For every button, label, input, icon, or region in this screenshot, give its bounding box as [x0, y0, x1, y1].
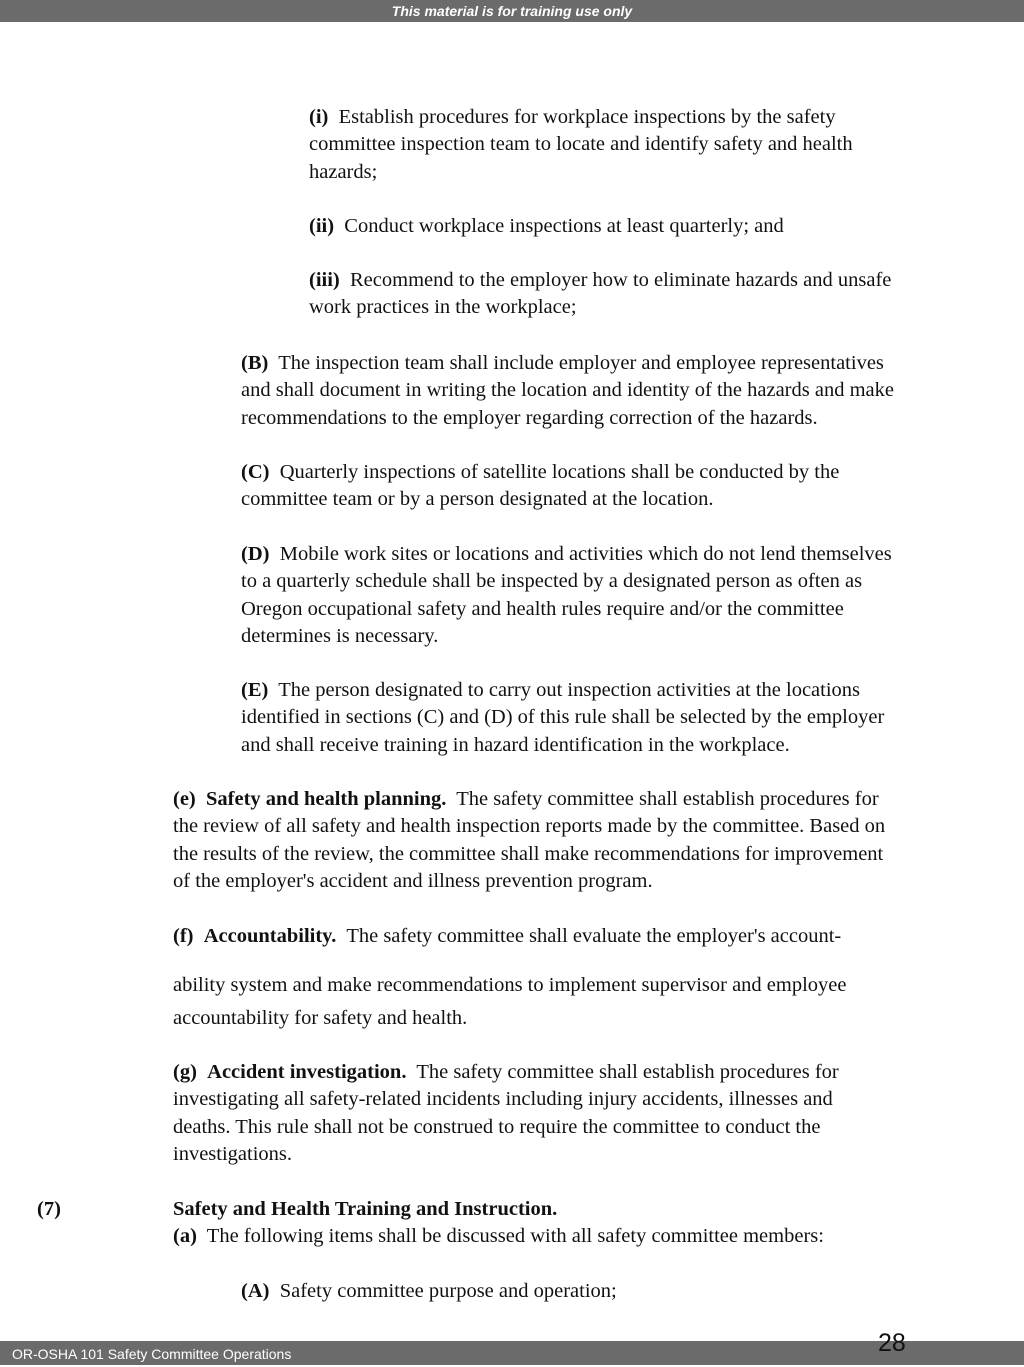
- section-number: (7): [37, 1198, 61, 1220]
- item-label: (f): [173, 925, 194, 947]
- item-text: the review of all safety and health inspection reports made by the committee. Based on: [173, 815, 886, 838]
- item-D: [241, 541, 892, 650]
- item-text: Quarterly inspections of satellite locations shall be conducted by the: [279, 461, 840, 483]
- footer-label: OR-OSHA 101 Safety Committee Operations: [12, 1346, 292, 1362]
- item-text: The safety committee shall evaluate the employer's account-: [346, 925, 842, 947]
- item-text: and shall document in writing the location and identity of the hazards and make: [241, 379, 894, 402]
- item-label: (ii): [309, 215, 335, 237]
- item-text: Mobile work sites or locations and activities which do not lend themselves: [279, 543, 892, 565]
- item-text: committee team or by a person designated at the location.: [241, 488, 714, 511]
- item-text: ability system and make recommendations to implement supervisor and employee: [173, 974, 847, 996]
- item-E: [241, 677, 884, 759]
- section-f-continuation: [173, 969, 847, 1035]
- item-text: accountability for safety and health.: [173, 1007, 468, 1029]
- item-text: hazards;: [309, 160, 378, 183]
- item-text: work practices in the workplace;: [309, 296, 577, 319]
- item-C: [241, 459, 839, 514]
- item-text: Conduct workplace inspections at least quarterly; and: [344, 215, 784, 237]
- item-label: (D): [241, 543, 270, 565]
- item-text: the results of the review, the committee shall make recommendations for improvement: [173, 842, 884, 865]
- item-iii: [309, 267, 891, 322]
- item-text: and shall receive training in hazard identification in the workplace.: [241, 733, 790, 756]
- item-text: The safety committee shall establish procedures for: [456, 788, 879, 810]
- item-text: of the employer's accident and illness prevention program.: [173, 869, 653, 892]
- section-e: [173, 786, 885, 895]
- item-text: determines is necessary.: [241, 624, 439, 647]
- item-i: [309, 104, 853, 186]
- item-text: deaths. This rule shall not be construed to require the committee to conduct the: [173, 1115, 821, 1138]
- item-text: Establish procedures for workplace inspections by the safety: [338, 106, 836, 128]
- footer-bar: [0, 1341, 1024, 1365]
- section-g: [173, 1059, 839, 1168]
- item-text: investigating all safety-related incidents including injury accidents, illnesses and: [173, 1088, 833, 1111]
- item-ii: [309, 213, 784, 240]
- section-heading: Safety and health planning.: [206, 788, 447, 810]
- item-label: (i): [309, 106, 329, 128]
- item-text: investigations.: [173, 1142, 293, 1165]
- section-heading: Accountability.: [203, 925, 337, 947]
- item-text: Safety committee purpose and operation;: [279, 1280, 617, 1302]
- item-label: (B): [241, 352, 269, 374]
- page-number: 28: [878, 1329, 906, 1357]
- item-a: [173, 1223, 824, 1250]
- item-text: identified in sections (C) and (D) of this rule shall be selected by the employer: [241, 706, 885, 729]
- section-f: [173, 923, 841, 950]
- item-text: The inspection team shall include employer and employee representatives: [278, 352, 884, 374]
- item-label: (A): [241, 1280, 270, 1302]
- item-text: The safety committee shall establish procedures for: [416, 1061, 839, 1083]
- item-text: Oregon occupational safety and health rules require and/or the committee: [241, 597, 844, 620]
- item-text: recommendations to the employer regarding correction of the hazards.: [241, 406, 818, 429]
- item-label: (C): [241, 461, 270, 483]
- item-A: [241, 1278, 617, 1305]
- item-label: (iii): [309, 269, 340, 291]
- item-text: Recommend to the employer how to eliminate hazards and unsafe: [350, 269, 892, 291]
- item-label: (g): [173, 1061, 197, 1083]
- item-text: committee inspection team to locate and identify safety and health: [309, 133, 853, 156]
- item-label: (e): [173, 788, 196, 810]
- training-banner: This material is for training use only: [0, 0, 1024, 22]
- item-text: to a quarterly schedule shall be inspected by a designated person as often as: [241, 570, 863, 593]
- item-label: (E): [241, 679, 269, 701]
- item-text: The person designated to carry out inspection activities at the locations: [278, 679, 861, 701]
- item-text: The following items shall be discussed with all safety committee members:: [206, 1225, 824, 1247]
- item-label: (a): [173, 1225, 197, 1247]
- section-title: Safety and Health Training and Instruction.: [173, 1198, 558, 1220]
- item-B: [241, 350, 894, 432]
- section-heading: Accident investigation.: [207, 1061, 407, 1083]
